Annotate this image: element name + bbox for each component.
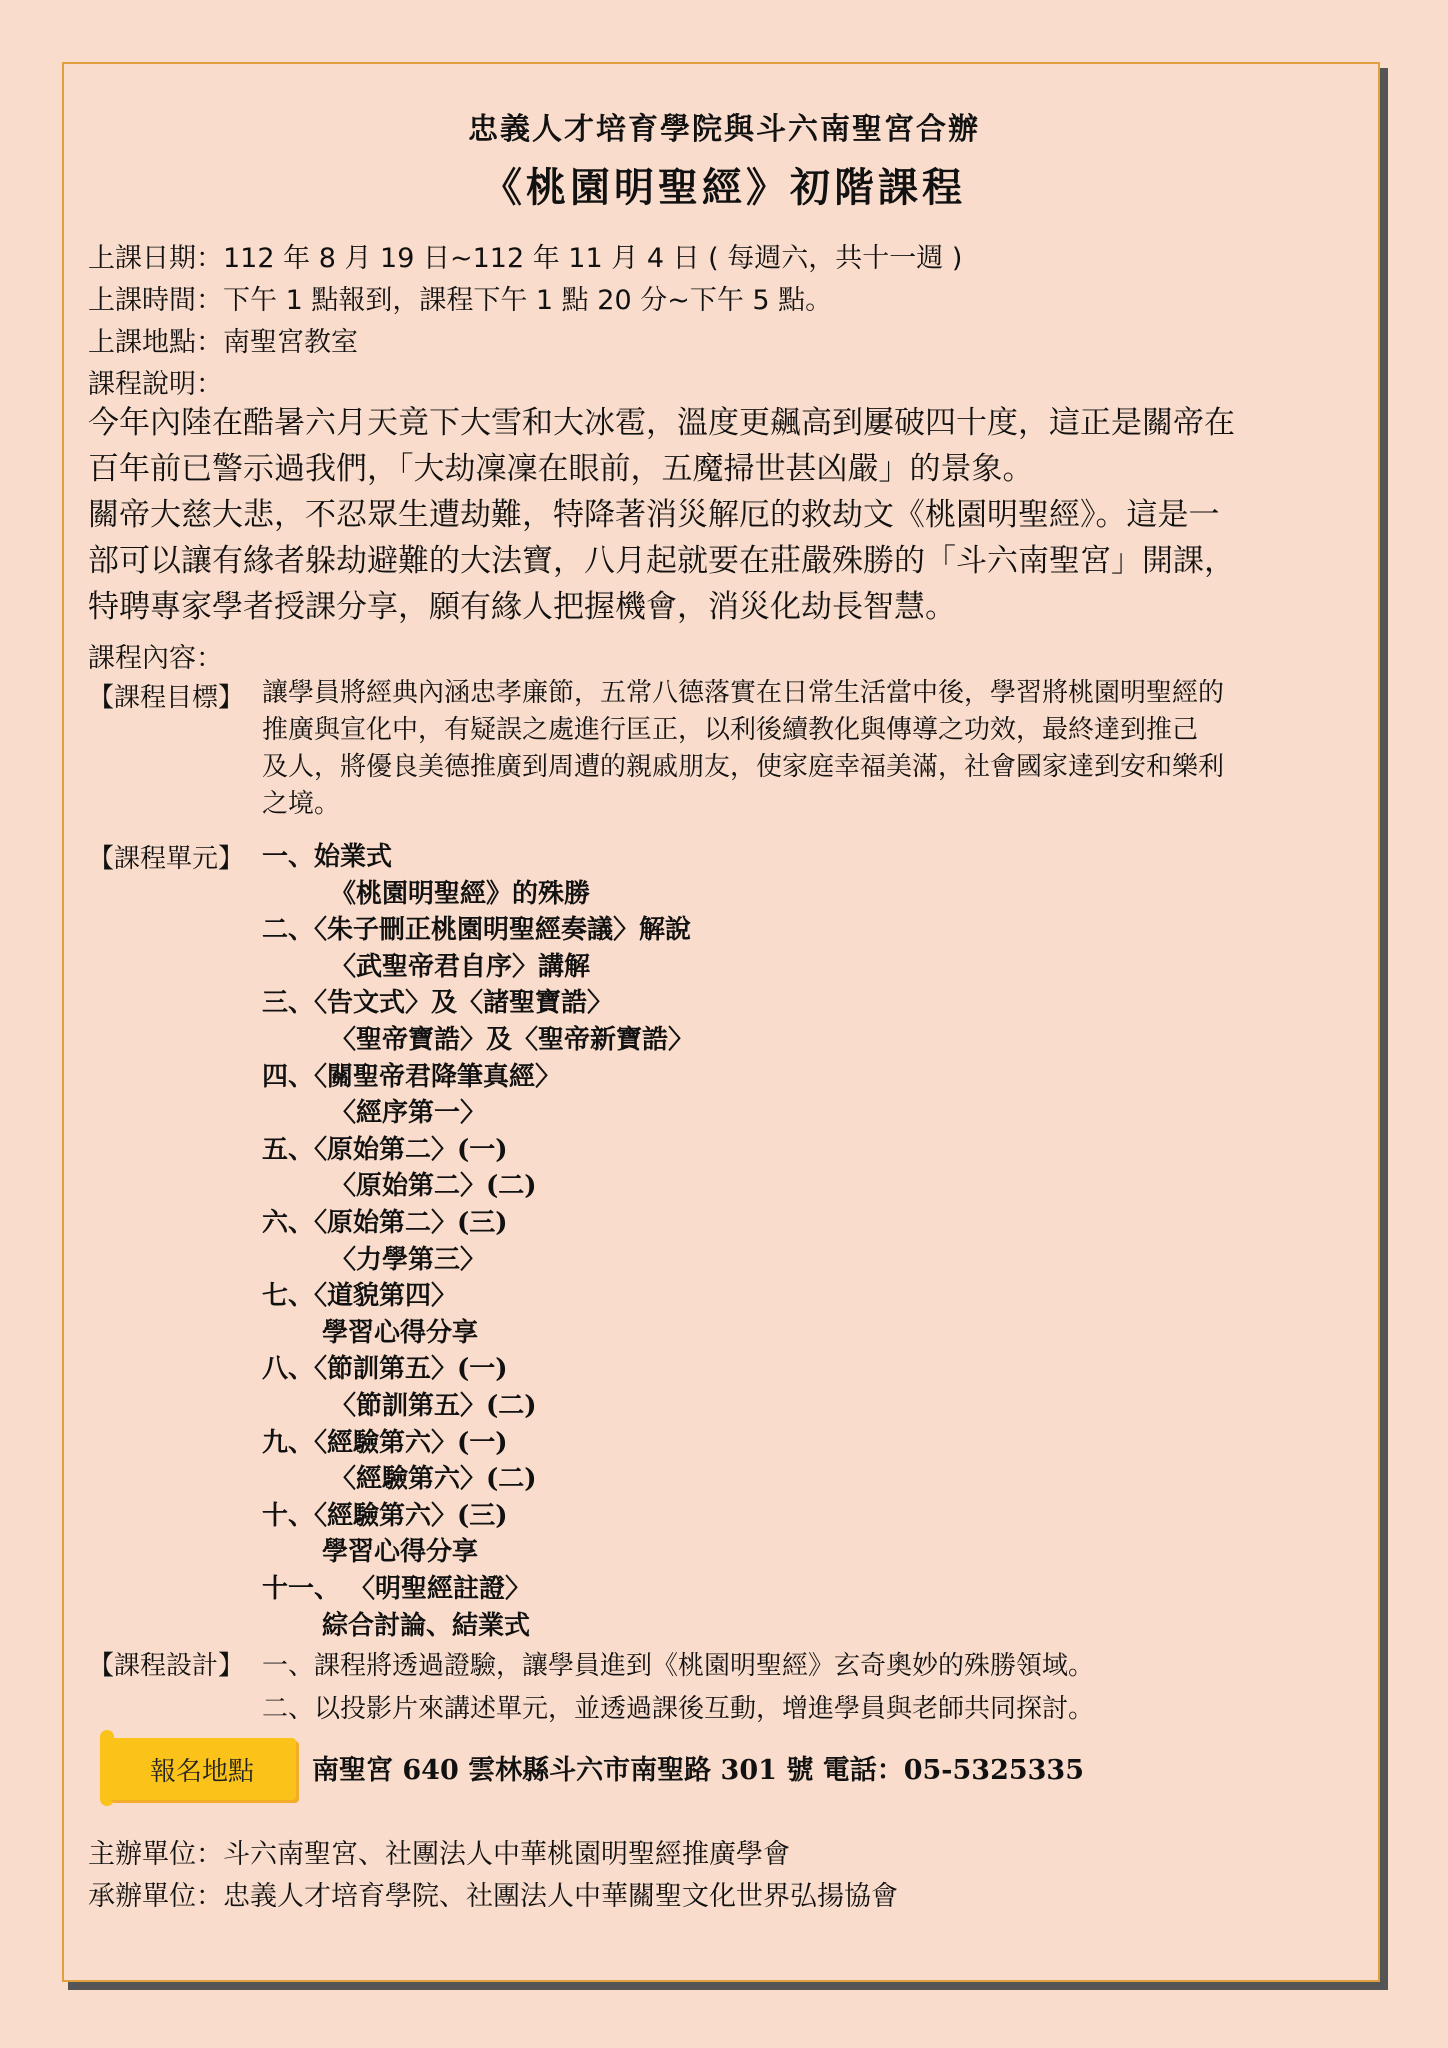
unit-line: 〈節訓第五〉(二) — [330, 1391, 537, 1421]
unit-line: 綜合討論、結業式 — [322, 1611, 531, 1641]
design-line: 一、課程將透過證驗，讓學員進到《桃園明聖經》玄奇奧妙的殊勝領域。 — [262, 1651, 1095, 1681]
unit-line: 四、〈關聖帝君降筆真經〉 — [262, 1062, 562, 1092]
unit-line: 十一、 〈明聖經註證〉 — [262, 1574, 532, 1604]
intro-line: 部可以讓有緣者躲劫避難的大法寶，八月起就要在莊嚴殊勝的「斗六南聖宮」開課， — [88, 543, 1235, 579]
unit-line: 八、〈節訓第五〉(一) — [262, 1354, 508, 1384]
unit-line: 六、〈原始第二〉(三) — [262, 1208, 508, 1238]
class-date: 上課日期：112 年 8 月 19 日~112 年 11 月 4 日 ( 每週六，共十一週 ) — [88, 243, 963, 274]
unit-line: 〈力學第三〉 — [330, 1245, 487, 1275]
registration-badge: 報名地點 — [108, 1738, 296, 1800]
unit-line: 〈武聖帝君自序〉講解 — [330, 952, 591, 982]
unit-line: 〈原始第二〉(二) — [330, 1171, 537, 1201]
unit-line: 《桃園明聖經》的殊勝 — [330, 879, 591, 909]
course-title: 《桃園明聖經》初階課程 — [482, 164, 966, 211]
intro-line: 關帝大慈大悲，不忍眾生遭劫難，特降著消災解厄的救劫文《桃園明聖經》。這是一 — [88, 497, 1220, 533]
unit-line: 十、〈經驗第六〉(三) — [262, 1501, 508, 1531]
organizer-title: 忠義人才培育學院與斗六南聖宮合辦 — [468, 112, 980, 147]
unit-line: 五、〈原始第二〉(一) — [262, 1135, 508, 1165]
class-place: 上課地點：南聖宮教室 — [88, 327, 358, 358]
goal-line: 推廣與宣化中，有疑誤之處進行匡正，以利後續教化與傳導之功效，最終達到推己 — [262, 715, 1199, 745]
unit-line: 〈經序第一〉 — [330, 1098, 487, 1128]
intro-line: 今年內陸在酷暑六月天竟下大雪和大冰雹，溫度更飆高到屢破四十度，這正是關帝在 — [88, 405, 1235, 441]
host-unit: 主辦單位：斗六南聖宮、社團法人中華桃園明聖經推廣學會 — [88, 1839, 790, 1870]
intro-line: 百年前已警示過我們，「大劫凜凜在眼前，五魔掃世甚凶嚴」的景象。 — [88, 451, 1034, 487]
unit-line: 學習心得分享 — [322, 1537, 479, 1567]
content-label: 課程內容： — [88, 643, 223, 674]
units-tag: 【課程單元】 — [88, 844, 245, 874]
unit-line: 一、始業式 — [262, 842, 393, 872]
unit-line: 學習心得分享 — [322, 1318, 479, 1348]
intro-line: 特聘專家學者授課分享，願有緣人把握機會，消災化劫長智慧。 — [88, 589, 956, 625]
organizer-unit: 承辦單位：忠義人才培育學院、社團法人中華關聖文化世界弘揚協會 — [88, 1881, 898, 1912]
unit-line: 九、〈經驗第六〉(一) — [262, 1428, 508, 1458]
goal-line: 之境。 — [262, 789, 341, 819]
design-tag: 【課程設計】 — [88, 1651, 245, 1681]
class-time: 上課時間：下午 1 點報到，課程下午 1 點 20 分~下午 5 點。 — [88, 285, 833, 316]
unit-line: 〈聖帝寶誥〉及〈聖帝新寶誥〉 — [330, 1025, 695, 1055]
unit-line: 七、〈道貌第四〉 — [262, 1281, 458, 1311]
goal-tag: 【課程目標】 — [88, 683, 245, 713]
unit-line: 三、〈告文式〉及〈諸聖寶誥〉 — [262, 988, 614, 1018]
goal-line: 讓學員將經典內涵忠孝廉節，五常八德落實在日常生活當中後，學習將桃園明聖經的 — [262, 678, 1225, 708]
unit-line: 二、〈朱子刪正桃園明聖經奏議〉解說 — [262, 915, 692, 945]
design-line: 二、以投影片來講述單元，並透過課後互動，增進學員與老師共同探討。 — [262, 1694, 1095, 1724]
goal-line: 及人，將優良美德推廣到周遭的親戚朋友，使家庭幸福美滿，社會國家達到安和樂利 — [262, 752, 1225, 782]
description-label: 課程說明： — [88, 369, 223, 400]
registration-address: 南聖宮 640 雲林縣斗六市南聖路 301 號 電話：05-5325335 — [312, 1755, 1085, 1786]
unit-line: 〈經驗第六〉(二) — [330, 1464, 537, 1494]
